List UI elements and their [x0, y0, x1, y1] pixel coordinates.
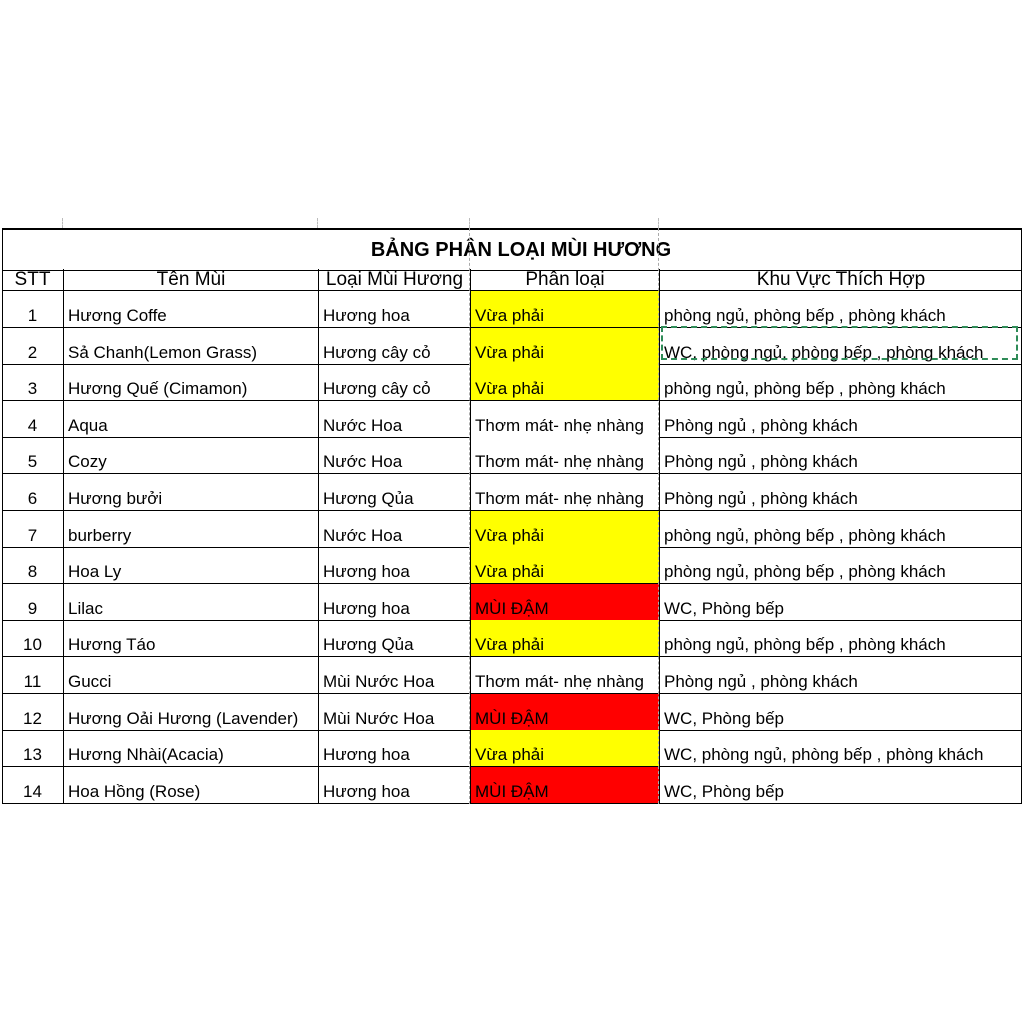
- cell-class[interactable]: Vừa phải: [471, 328, 660, 364]
- table-row: [2, 437, 1022, 474]
- cell-name[interactable]: Hương Nhài(Acacia): [64, 730, 319, 766]
- cell-class[interactable]: MÙI ĐẬM: [471, 767, 660, 803]
- cell-type[interactable]: Hương hoa: [319, 547, 471, 583]
- table-row: [2, 547, 1022, 584]
- cell-type[interactable]: Hương cây cỏ: [319, 364, 471, 400]
- cell-area[interactable]: phòng ngủ, phòng bếp , phòng khách: [664, 562, 946, 582]
- cell-class[interactable]: Vừa phải: [471, 511, 660, 547]
- cell-name[interactable]: Hương Oải Hương (Lavender): [64, 694, 319, 730]
- cell-type[interactable]: Nước Hoa: [319, 511, 471, 547]
- cell-type[interactable]: Mùi Nước Hoa: [319, 694, 471, 730]
- page-break-line: [658, 228, 659, 804]
- cell-name[interactable]: Gucci: [64, 657, 319, 693]
- cell-class[interactable]: Vừa phải: [471, 730, 660, 766]
- cell-name[interactable]: Hương Coffe: [64, 291, 319, 327]
- cell-type[interactable]: Hương hoa: [319, 584, 471, 620]
- cell-area[interactable]: phòng ngủ, phòng bếp , phòng khách: [664, 379, 946, 399]
- cell-class[interactable]: MÙI ĐẬM: [471, 584, 660, 620]
- cell-area[interactable]: WC, phòng ngủ, phòng bếp , phòng khách: [664, 745, 984, 765]
- cell-name[interactable]: Aqua: [64, 401, 319, 437]
- cell-type[interactable]: Hương Qủa: [319, 620, 471, 656]
- cell-type[interactable]: Hương hoa: [319, 291, 471, 327]
- cell-stt[interactable]: 11: [2, 657, 64, 693]
- cell-stt[interactable]: 14: [2, 767, 64, 803]
- table-row: [2, 730, 1022, 767]
- grid-line: [658, 218, 659, 228]
- cell-class[interactable]: Thơm mát- nhẹ nhàng: [471, 474, 660, 510]
- table-row: [2, 401, 1022, 438]
- table-row: [2, 657, 1022, 694]
- cell-stt[interactable]: 12: [2, 694, 64, 730]
- cell-stt[interactable]: 7: [2, 511, 64, 547]
- table-title[interactable]: BẢNG PHÂN LOẠI MÙI HƯƠNG: [2, 228, 1022, 271]
- cell-name[interactable]: burberry: [64, 511, 319, 547]
- table-row: [2, 767, 1022, 804]
- cell-area[interactable]: WC, Phòng bếp: [664, 781, 785, 801]
- cell-class[interactable]: Vừa phải: [471, 547, 660, 583]
- cell-area[interactable]: Phòng ngủ , phòng khách: [664, 415, 858, 435]
- cell-stt[interactable]: 2: [2, 328, 64, 364]
- cell-area[interactable]: phòng ngủ, phòng bếp , phòng khách: [664, 525, 946, 545]
- table-row: [2, 328, 1022, 365]
- table-row: [2, 584, 1022, 621]
- cell-area[interactable]: WC, phòng ngủ, phòng bếp , phòng khách: [664, 342, 984, 362]
- cell-area[interactable]: Phòng ngủ , phòng khách: [664, 672, 858, 691]
- cell-area[interactable]: WC, Phòng bếp: [664, 708, 785, 728]
- cell-type[interactable]: Hương hoa: [319, 730, 471, 766]
- cell-stt[interactable]: 5: [2, 437, 64, 473]
- cell-name[interactable]: Hoa Ly: [64, 547, 319, 583]
- cell-name[interactable]: Cozy: [64, 437, 319, 473]
- cell-class[interactable]: Thơm mát- nhẹ nhàng: [471, 657, 660, 693]
- grid-line: [62, 218, 63, 228]
- cell-stt[interactable]: 3: [2, 364, 64, 400]
- cell-type[interactable]: Nước Hoa: [319, 401, 471, 437]
- cell-name[interactable]: Hoa Hồng (Rose): [64, 767, 319, 803]
- table-row: [2, 620, 1022, 657]
- header-type[interactable]: Loại Mùi Hương: [319, 269, 471, 290]
- cell-stt[interactable]: 4: [2, 401, 64, 437]
- cell-area[interactable]: Phòng ngủ , phòng khách: [664, 452, 858, 472]
- table-border-left: [2, 228, 3, 804]
- cell-type[interactable]: Hương Qủa: [319, 474, 471, 510]
- cell-stt[interactable]: 10: [2, 620, 64, 656]
- cell-name[interactable]: Hương Quế (Cimamon): [64, 364, 319, 400]
- cell-stt[interactable]: 6: [2, 474, 64, 510]
- spreadsheet: [0, 218, 1024, 804]
- grid-line: [469, 218, 470, 228]
- cell-class[interactable]: MÙI ĐẬM: [471, 694, 660, 730]
- cell-name[interactable]: Hương bưởi: [64, 474, 319, 510]
- cell-stt[interactable]: 9: [2, 584, 64, 620]
- cell-area[interactable]: phòng ngủ, phòng bếp , phòng khách: [664, 306, 946, 325]
- cell-class[interactable]: Vừa phải: [471, 620, 660, 656]
- header-class[interactable]: Phân loại: [471, 269, 660, 290]
- table-row: [2, 694, 1022, 731]
- grid-line: [317, 218, 318, 228]
- cell-class[interactable]: Vừa phải: [471, 291, 660, 327]
- table-header-row: [2, 269, 1022, 291]
- header-stt[interactable]: STT: [2, 269, 64, 290]
- table-row: [2, 364, 1022, 401]
- cell-area[interactable]: WC, Phòng bếp: [664, 598, 785, 618]
- cell-class[interactable]: Thơm mát- nhẹ nhàng: [471, 437, 660, 473]
- cell-name[interactable]: Sả Chanh(Lemon Grass): [64, 328, 319, 364]
- table-row: [2, 291, 1022, 328]
- cell-type[interactable]: Mùi Nước Hoa: [319, 657, 471, 693]
- table-border-right: [1021, 228, 1022, 804]
- cell-type[interactable]: Hương cây cỏ: [319, 328, 471, 364]
- cell-stt[interactable]: 8: [2, 547, 64, 583]
- table-row: [2, 511, 1022, 548]
- cell-name[interactable]: Lilac: [64, 584, 319, 620]
- cell-type[interactable]: Hương hoa: [319, 767, 471, 803]
- cell-name[interactable]: Hương Táo: [64, 620, 319, 656]
- page-break-line: [469, 228, 470, 804]
- header-area[interactable]: Khu Vực Thích Hợp: [756, 269, 926, 290]
- cell-class[interactable]: Vừa phải: [471, 364, 660, 400]
- header-name[interactable]: Tên Mùi: [64, 269, 319, 290]
- table-row: [2, 474, 1022, 511]
- cell-area[interactable]: phòng ngủ, phòng bếp , phòng khách: [664, 635, 946, 655]
- cell-stt[interactable]: 1: [2, 291, 64, 327]
- cell-area[interactable]: Phòng ngủ , phòng khách: [664, 489, 858, 508]
- cell-type[interactable]: Nước Hoa: [319, 437, 471, 473]
- cell-class[interactable]: Thơm mát- nhẹ nhàng: [471, 401, 660, 437]
- cell-stt[interactable]: 13: [2, 730, 64, 766]
